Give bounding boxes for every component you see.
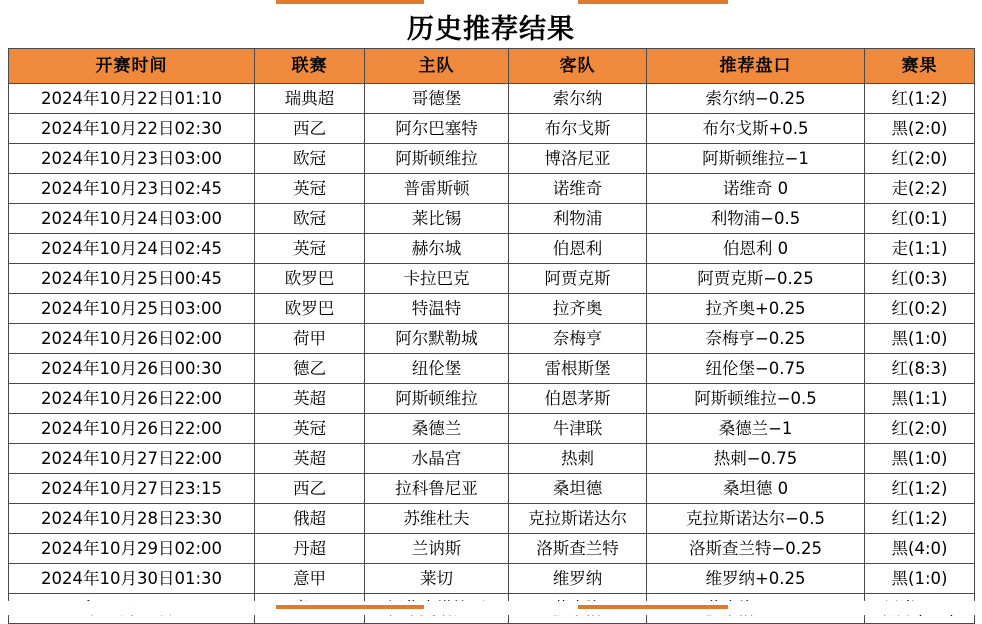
cell-time: 2024年10月26日22:00 (9, 414, 255, 444)
cell-recommendation: 纽伦堡−0.75 (647, 354, 865, 384)
cell-home-team: 拉科鲁尼亚 (365, 474, 509, 504)
cell-away-team: 布尔戈斯 (509, 114, 647, 144)
bottom-accent-segment-right (578, 605, 728, 609)
cell-result: 走(2:2) (865, 174, 975, 204)
cell-away-team: 克拉斯诺达尔 (509, 504, 647, 534)
cell-away-team: 伯恩利 (509, 234, 647, 264)
cell-league: 丹超 (255, 534, 365, 564)
cell-recommendation: 阿斯顿维拉−0.5 (647, 384, 865, 414)
cell-away-team: 阿贾克斯 (509, 264, 647, 294)
table-row (9, 174, 975, 204)
cell-league: 欧冠 (255, 144, 365, 174)
cell-recommendation: 伯恩利 0 (647, 234, 865, 264)
table-header-row (9, 49, 975, 84)
page-title: 历史推荐结果 (407, 13, 575, 45)
cell-time: 2024年10月30日01:30 (9, 564, 255, 594)
column-header-time: 开赛时间 (9, 49, 255, 84)
top-accent-segment-left (276, 0, 424, 4)
cell-league: 英冠 (255, 174, 365, 204)
table-row (9, 234, 975, 264)
cell-league: 德乙 (255, 354, 365, 384)
cell-home-team: 普雷斯顿 (365, 174, 509, 204)
cell-result: 黑(2:0) (865, 114, 975, 144)
cell-home-team: 阿尔巴塞特 (365, 114, 509, 144)
cell-recommendation: 阿贾克斯−0.25 (647, 264, 865, 294)
page-title-bar (0, 6, 982, 46)
cell-league: 英超 (255, 384, 365, 414)
cell-away-team: 伯恩茅斯 (509, 384, 647, 414)
column-header-result: 赛果 (865, 49, 975, 84)
table-row (9, 504, 975, 534)
cell-recommendation: 阿斯顿维拉−1 (647, 144, 865, 174)
cell-result: 走(1:1) (865, 234, 975, 264)
cell-away-team: 桑坦德 (509, 474, 647, 504)
cell-time: 2024年10月25日00:45 (9, 264, 255, 294)
cell-away-team: 热刺 (509, 444, 647, 474)
table-row (9, 264, 975, 294)
table-row (9, 354, 975, 384)
cell-away-team: 诺维奇 (509, 174, 647, 204)
cell-time: 2024年10月26日02:00 (9, 324, 255, 354)
table-row (9, 534, 975, 564)
cell-home-team: 阿斯顿维拉 (365, 144, 509, 174)
table-row (9, 144, 975, 174)
cell-time: 2024年10月22日02:30 (9, 114, 255, 144)
table-row (9, 204, 975, 234)
cell-time: 2024年10月28日23:30 (9, 504, 255, 534)
table-row (9, 384, 975, 414)
cell-away-team: 拉齐奥 (509, 294, 647, 324)
cell-home-team: 卡拉巴克 (365, 264, 509, 294)
cell-result: 黑(4:0) (865, 534, 975, 564)
cell-result: 红(1:2) (865, 84, 975, 114)
cell-recommendation: 桑坦德 0 (647, 474, 865, 504)
cell-result: 红(2:0) (865, 414, 975, 444)
cell-result: 红(0:2) (865, 294, 975, 324)
cell-league: 英冠 (255, 414, 365, 444)
cell-time: 2024年10月26日00:30 (9, 354, 255, 384)
cell-time: 2024年10月24日03:00 (9, 204, 255, 234)
cell-result: 红(2:0) (865, 144, 975, 174)
cell-result: 红(8:3) (865, 354, 975, 384)
cell-home-team: 水晶宫 (365, 444, 509, 474)
cell-result: 红(0:1) (865, 204, 975, 234)
cell-time: 2024年10月24日02:45 (9, 234, 255, 264)
cell-league: 荷甲 (255, 324, 365, 354)
cell-recommendation: 诺维奇 0 (647, 174, 865, 204)
table-row (9, 444, 975, 474)
cell-league: 瑞典超 (255, 84, 365, 114)
column-header-home-team: 主队 (365, 49, 509, 84)
table-row (9, 474, 975, 504)
cell-time: 2024年10月23日02:45 (9, 174, 255, 204)
cell-league: 俄超 (255, 504, 365, 534)
top-accent-segment-right (578, 0, 728, 4)
cell-league: 欧冠 (255, 204, 365, 234)
cell-recommendation: 奈梅亨−0.25 (647, 324, 865, 354)
cell-time: 2024年10月22日01:10 (9, 84, 255, 114)
cell-league: 英冠 (255, 234, 365, 264)
table-row (9, 414, 975, 444)
cell-away-team: 维罗纳 (509, 564, 647, 594)
cell-league: 欧罗巴 (255, 264, 365, 294)
column-header-away-team: 客队 (509, 49, 647, 84)
table-row (9, 84, 975, 114)
cell-away-team: 洛斯查兰特 (509, 534, 647, 564)
cell-away-team: 索尔纳 (509, 84, 647, 114)
cell-home-team: 桑德兰 (365, 414, 509, 444)
table-row (9, 114, 975, 144)
cell-recommendation: 维罗纳+0.25 (647, 564, 865, 594)
cell-recommendation: 桑德兰−1 (647, 414, 865, 444)
cell-recommendation: 索尔纳−0.25 (647, 84, 865, 114)
cell-home-team: 阿斯顿维拉 (365, 384, 509, 414)
results-table-body (9, 84, 975, 624)
column-header-league: 联赛 (255, 49, 365, 84)
cell-recommendation: 布尔戈斯+0.5 (647, 114, 865, 144)
column-header-recommendation: 推荐盘口 (647, 49, 865, 84)
bottom-accent-rule (0, 601, 982, 615)
cell-league: 意甲 (255, 564, 365, 594)
cell-recommendation: 洛斯查兰特−0.25 (647, 534, 865, 564)
cell-home-team: 阿尔默勒城 (365, 324, 509, 354)
cell-result: 黑(1:0) (865, 444, 975, 474)
cell-away-team: 利物浦 (509, 204, 647, 234)
bottom-accent-segment-left (276, 605, 424, 609)
cell-away-team: 牛津联 (509, 414, 647, 444)
cell-time: 2024年10月29日02:00 (9, 534, 255, 564)
cell-result: 红(0:3) (865, 264, 975, 294)
cell-result: 黑(1:1) (865, 384, 975, 414)
results-table-container (8, 48, 974, 624)
cell-home-team: 哥德堡 (365, 84, 509, 114)
cell-time: 2024年10月27日22:00 (9, 444, 255, 474)
cell-home-team: 莱比锡 (365, 204, 509, 234)
cell-league: 西乙 (255, 114, 365, 144)
cell-home-team: 赫尔城 (365, 234, 509, 264)
cell-away-team: 博洛尼亚 (509, 144, 647, 174)
cell-home-team: 苏维杜夫 (365, 504, 509, 534)
cell-home-team: 兰讷斯 (365, 534, 509, 564)
cell-result: 黑(1:0) (865, 564, 975, 594)
results-table-head (9, 49, 975, 84)
cell-league: 西乙 (255, 474, 365, 504)
cell-time: 2024年10月23日03:00 (9, 144, 255, 174)
cell-result: 红(1:2) (865, 504, 975, 534)
cell-recommendation: 克拉斯诺达尔−0.5 (647, 504, 865, 534)
cell-away-team: 雷根斯堡 (509, 354, 647, 384)
cell-time: 2024年10月26日22:00 (9, 384, 255, 414)
cell-recommendation: 热刺−0.75 (647, 444, 865, 474)
cell-recommendation: 利物浦−0.5 (647, 204, 865, 234)
cell-home-team: 纽伦堡 (365, 354, 509, 384)
cell-result: 红(1:2) (865, 474, 975, 504)
table-row (9, 564, 975, 594)
cell-recommendation: 拉齐奥+0.25 (647, 294, 865, 324)
cell-home-team: 莱切 (365, 564, 509, 594)
cell-home-team: 特温特 (365, 294, 509, 324)
cell-league: 英超 (255, 444, 365, 474)
table-row (9, 324, 975, 354)
cell-result: 黑(1:0) (865, 324, 975, 354)
cell-time: 2024年10月25日03:00 (9, 294, 255, 324)
cell-league: 欧罗巴 (255, 294, 365, 324)
cell-time: 2024年10月27日23:15 (9, 474, 255, 504)
results-table (8, 48, 975, 624)
cell-away-team: 奈梅亨 (509, 324, 647, 354)
table-row (9, 294, 975, 324)
